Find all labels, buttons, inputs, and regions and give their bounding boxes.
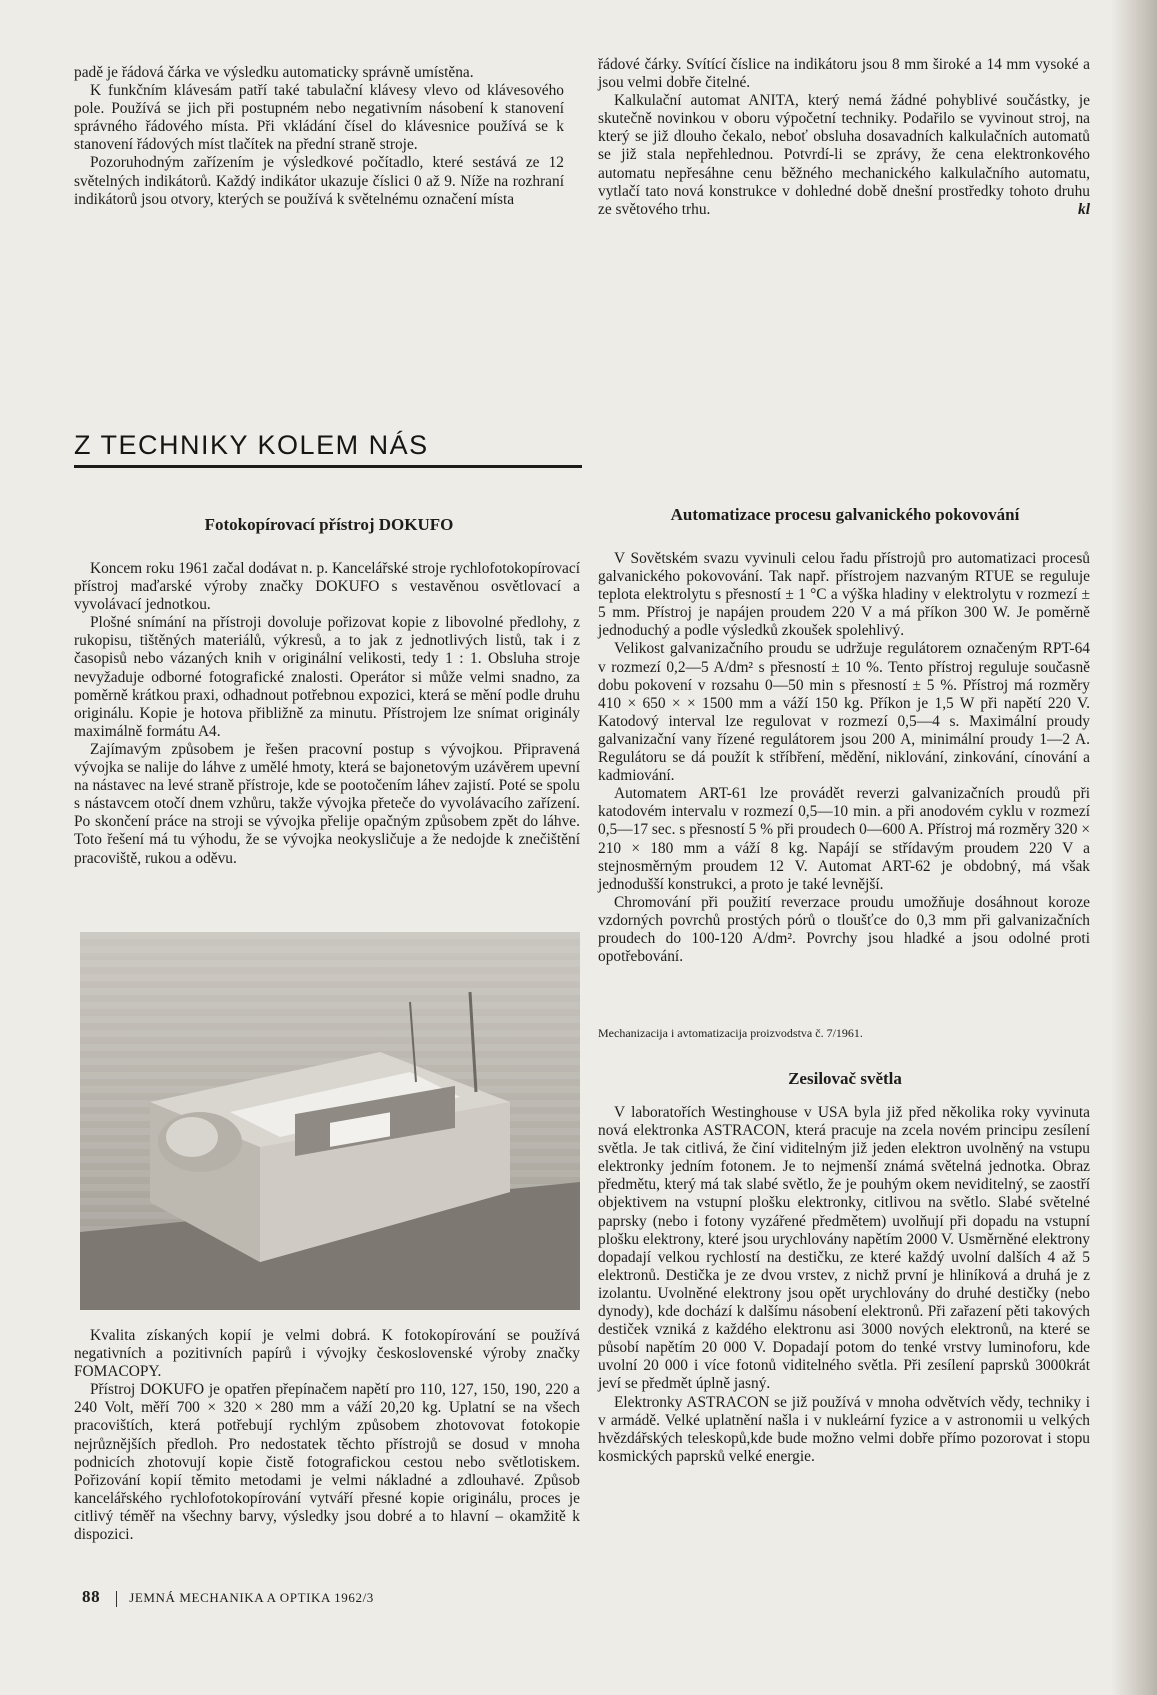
- footer-divider: [116, 1591, 117, 1607]
- paragraph: Velikost galvanizačního proudu se udržuje regulátorem označeným RPT-64 v rozmezí 0,2—5 A/dm² s přesností ± 10 %. Tento přístroj reguluje současně dobu pokovení v rozsahu 0—50 min s přesností ± 5 %. Přístroj má rozměry 410 × 650 × × 1500 mm a váží 150 kg. Příkon je 1,5 W při napětí 220 V. Katodový interval lze regulovat v rozmezí 0,5—4 s. Maximální proudy galvanizační vany řízené regulátorem jsou 200 A, minimální proudy 1—2 A. Regulátoru se dá použít k stříbření, mědění, niklování, zinkování, cínování a kadmiování.: [598, 640, 1090, 785]
- light-amplifier-heading: Zesilovač světla: [788, 1069, 902, 1088]
- dokufo-photo: [80, 932, 580, 1310]
- photocopier-illustration: [80, 932, 580, 1310]
- right-column-top-text: [598, 56, 1090, 219]
- galvanic-source: Mechanizacija i avtomatizacija proizvodstva č. 7/1961.: [598, 1026, 863, 1040]
- paragraph: Přístroj DOKUFO je opatřen přepínačem napětí pro 110, 127, 150, 190, 220 a 240 Volt, měří 700 × 320 × 280 mm a váží 20,20 kg. Uplatní se na všech pracovištích, která potřebují rychlým způsobem zhotovovat fotokopie nejrůznějších předloh. Pro nedostatek těchto přístrojů se dosud v mnoha podnicích zhotovují kopie čistě fotografickou cestou nebo světlotiskem. Pořizování kopií těmito metodami je velmi nákladné a zdlouhavé. Způsob kancelářského rychlofotokopírování vytváří přesné kopie originálu, proces je citlivý téměř na všechny barvy, výsledky jsou dobré a to hlavní – okamžitě k dispozici.: [74, 1381, 580, 1544]
- left-column-top-text: [74, 64, 564, 209]
- paragraph: Plošné snímání na přístroji dovoluje pořizovat kopie z libovolné předlohy, z rukopisu, tištěných materiálů, výkresů, a to jak z jednotlivých listů, tak i z časopisů nebo vázaných knih v originální velikosti, tedy 1 : 1. Obsluha stroje nevyžaduje odborné fotografické znalosti. Operátor si může velmi snadno, za poměrně krátkou praxi, odhadnout potřebnou expozici, která se mění podle druhu originálu. Kopie je hotova přibližně za minutu. Přístrojem lze snímat originály maximálně formátu A4.: [74, 614, 580, 740]
- paragraph: K funkčním klávesám patří také tabulační klávesy vlevo od klávesového pole. Používá se jich při postupném nebo negativním násobení k stanovení správného řádového místa. Při vkládání čísel do klávesnice používá se k stanovení řádových míst tlačítek na přední straně stroje.: [74, 82, 564, 154]
- journal-title: JEMNÁ MECHANIKA A OPTIKA 1962/3: [129, 1590, 374, 1605]
- page-footer: [82, 1587, 374, 1607]
- light-amplifier-article-body: [598, 1104, 1090, 1466]
- paragraph: V laboratořích Westinghouse v USA byla již před několika roky vyvinuta nová elektronka ASTRACON, která pracuje na zcela novém principu zesílení světla. Je tak citlivá, že činí viditelným již jeden elektron uvolněný na vstupu elektronky jedním fotonem. Je to nejmenší známá světelná jednotka. Obraz předmětu, který má tak slabé světlo, že je pouhým okem neviditelný, se zaostří objektivem na vstupní plošku elektronky, citlivou na světlo. Slabé světelné paprsky (nebo i fotony vyzářené předmětem) uvolňují při dopadu na vstupní plošku elektrony, které jsou urychlovány napětím 2000 V. Usměrněné elektrony dopadají velkou rychlostí na destičku, ze které každý uvolní dalších 4 až 5 elektronů. Destička je ze dvou vrstev, z nichž první je hliníková a druhá je z izolantu. Uvolněné elektrony jsou opět urychlovány do druhé destičky (nebo dynody), kde dochází k dalšímu násobení elektronů. Při zařazení pěti takových destiček vzniká z každého elektronu asi 3000 nových elektronů, na které se působí napětím 20 000 V. Dopadají potom do tenké vrstvy luminoforu, kde uvolní 20 000 i více fotonů viditelného světla. Při zesílení paprsků 3000krát jeví se předmět úplně jasný.: [598, 1104, 1090, 1393]
- paragraph: Koncem roku 1961 začal dodávat n. p. Kancelářské stroje rychlofotokopírovací přístroj maďarské výroby značky DOKUFO s vestavěnou osvětlovací a vyvolávací jednotkou.: [74, 560, 580, 614]
- paragraph: Pozoruhodným zařízením je výsledkové počítadlo, které sestává ze 12 světelných indikátorů. Každý indikátor ukazuje číslici 0 až 9. Níže na rozhraní indikátorů jsou otvory, kterých se používá k světelnému označení místa: [74, 154, 564, 208]
- section-divider: [74, 465, 582, 468]
- galvanic-article-body: [598, 550, 1090, 966]
- binding-shadow: [1111, 0, 1157, 1695]
- paragraph-text: Kalkulační automat ANITA, který nemá žádné pohyblivé součástky, je skutečně novinkou v oboru výpočetní techniky. Podařilo se vyvinout stroj, na který se již dlouho čekalo, neboť obsluha dosavadních kalkulačních automatů se již stala nepřehlednou. Potvrdí-li se zprávy, že cena elektronkového automatu nepřesáhne cenu běžného mechanického kalkulačního automatu, vytlačí tato nová konstrukce v dohledné době dnešní prostředky tohoto druhu ze světového trhu.: [598, 92, 1090, 218]
- paragraph: Elektronky ASTRACON se již používá v mnoha odvětvích vědy, techniky i v armádě. Velké uplatnění našla i v nukleární fyzice a v astronomii u velkých hvězdářských teleskopů,kde bude možno velmi dobře přímo pozorovat i stopu kosmických paprsků velké energie.: [598, 1393, 1090, 1465]
- paragraph: Automatem ART-61 lze provádět reverzi galvanizačních proudů při katodovém intervalu v rozmezí 0,5—10 min. a při anodovém cyklu v rozmezí 0,5—17 sec. s přesností 5 % při proudech 0—600 A. Přístroj má rozměry 320 × 210 × 180 mm a váží 8 kg. Napájí se střídavým proudem 220 V a stejnosměrným proudem 12 V. Automat ART-62 je obdobný, má však jednodušší konstrukci, a proto je také levnější.: [598, 785, 1090, 893]
- dokufo-article-continued: [74, 1327, 580, 1544]
- page-number: 88: [82, 1587, 101, 1606]
- dokufo-article-body: [74, 560, 580, 868]
- author-signature: kl: [1078, 200, 1090, 218]
- paragraph: V Sovětském svazu vyvinuli celou řadu přístrojů pro automatizaci procesů galvanického pokovování. Tak např. přístrojem nazvaným RTUE se reguluje teplota elektrolytu s přesností ± 1 °C a výška hladiny v elektrolytu v rozmezí ± 5 mm. Přístroj je napájen proudem 220 V a má příkon 300 W. Je poměrně jednoduchý a podle výsledků zkoušek spolehlivý.: [598, 550, 1090, 640]
- dokufo-heading: Fotokopírovací přístroj DOKUFO: [204, 515, 454, 534]
- paragraph: [598, 92, 1090, 219]
- paragraph: řádové čárky. Svítící číslice na indikátoru jsou 8 mm široké a 14 mm vysoké a jsou velmi dobře čitelné.: [598, 56, 1090, 92]
- section-title: Z TECHNIKY KOLEM NÁS: [74, 430, 429, 460]
- paragraph: Zajímavým způsobem je řešen pracovní postup s vývojkou. Připravená vývojka se nalije do láhve z umělé hmoty, která se bajonetovým uzávěrem upevní na nástavec na levé straně přístroje, kde se pootočením láhev zajistí. Poté se spolu s nástavcem otočí dnem vzhůru, takže vývojka přeteče do vyvolávacího zařízení. Po skončení práce na stroji se vývojka přelije opačným způsobem zpět do láhve. Toto řešení má tu výhodu, že se vývojka neokysličuje a že nedojde k znečištění pracoviště, rukou a oděvu.: [74, 740, 580, 867]
- paragraph: Kvalita získaných kopií je velmi dobrá. K fotokopírování se používá negativních a pozitivních papírů i vývojky československé výroby značky FOMACOPY.: [74, 1327, 580, 1381]
- galvanic-heading: Automatizace procesu galvanického pokovování: [670, 505, 1020, 524]
- paragraph: Chromování při použití reverzace proudu umožňuje dosáhnout koroze vzdorných povrchů prostých pórů o tloušťce do 0,3 mm při galvanizačních proudech do 100-120 A/dm². Povrchy jsou hladké a jsou odolné proti opotřebování.: [598, 893, 1090, 966]
- paragraph: padě je řádová čárka ve výsledku automaticky správně umístěna.: [74, 64, 474, 81]
